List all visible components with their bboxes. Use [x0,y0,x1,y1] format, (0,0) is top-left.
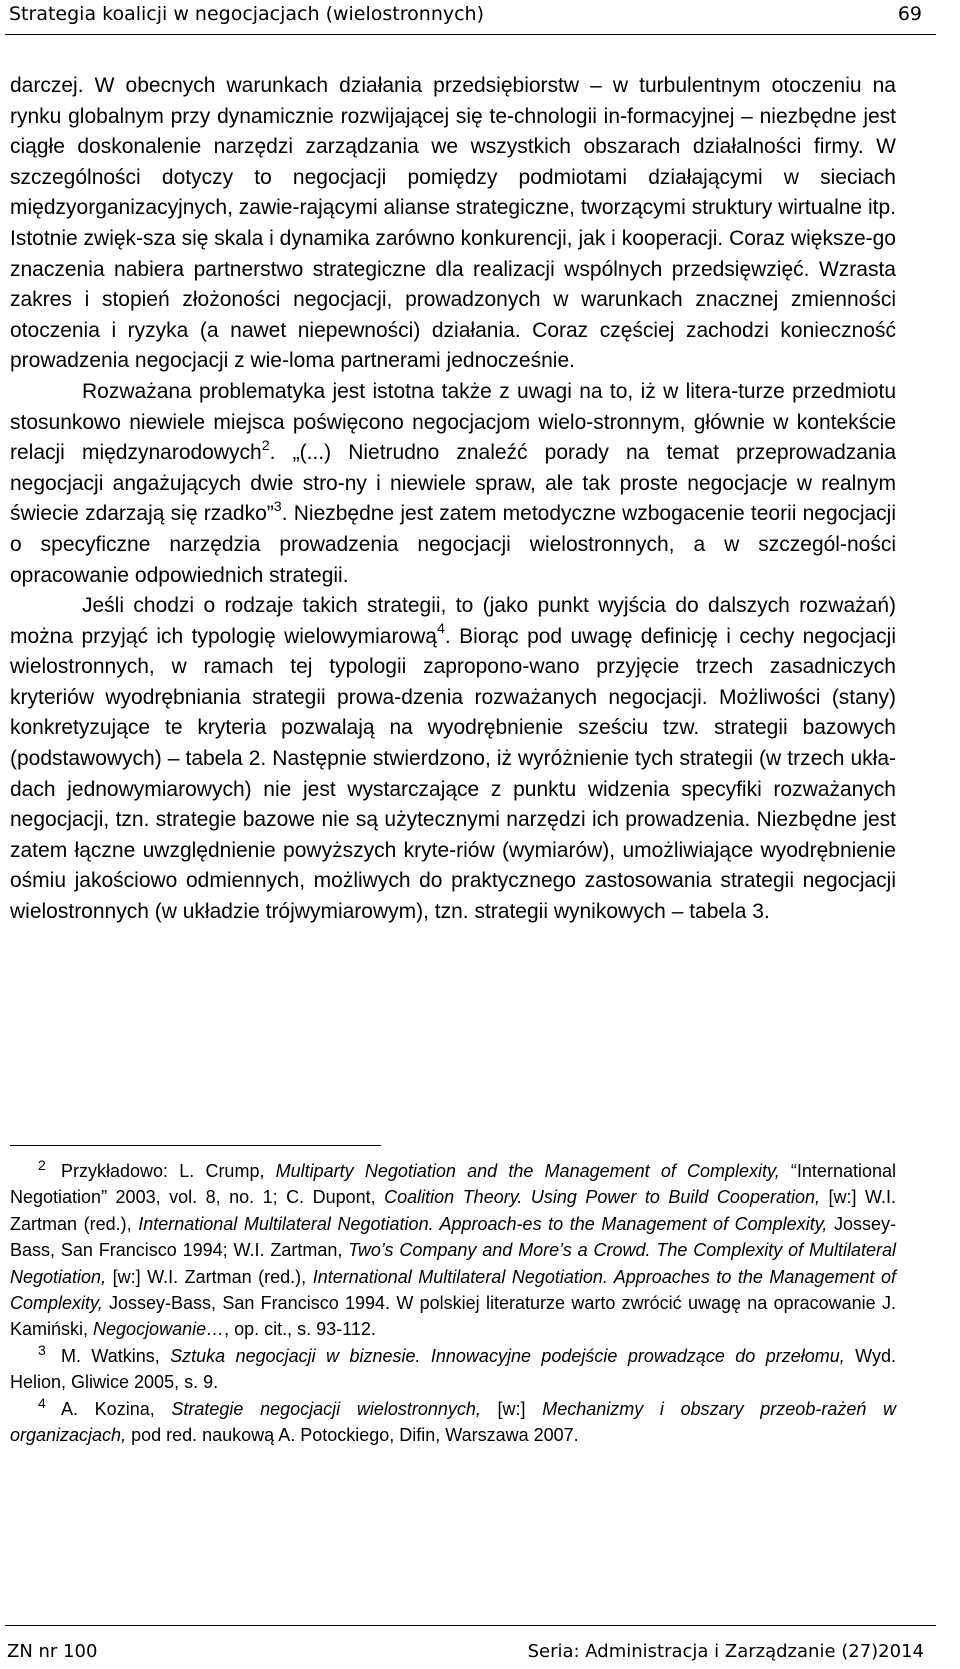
footnote-4-title: Mechanizmy i obszary przeob-rażeń w organizacjach, [10,1398,897,1446]
paragraph-3 [10,591,896,928]
page-footer [0,1625,960,1669]
footer-series: Seria: Administracja i Zarządzanie (27)2014 [527,1641,924,1662]
footnote-2-text: Jossey-Bass, San Francisco 1994; W.I. Zartman, [10,1213,896,1261]
footnote-4-title: Strategie negocjacji wielostronnych, [171,1398,481,1419]
footnote-4-text: [w:] [480,1398,543,1419]
footnote-2-title: Two’s Company and More’s a Crowd. The Complexity of Multilateral Negotiation, [10,1240,896,1287]
footnote-ref-2: 2 [261,437,270,454]
footnote-4-text: pod red. naukową A. Potockiego, Difin, Warszawa 2007. [126,1425,579,1446]
footnote-ref-3: 3 [273,498,282,515]
paragraph-2-text-b: . „(...) Nietrudno znaleźć porady na temat przeprowadzania negocjacji angażujących dwie stro-ny i niewiele spraw, ale tak proste negocjacje w realnym świecie zdarzają się rzadko” [10,441,897,526]
footnote-2-text: [w:] W.I. Zartman (red.), [106,1266,313,1287]
footnote-3-text: M. Watkins, [61,1345,171,1366]
header-rule [5,34,936,35]
footnote-2-title: Coalition Theory. Using Power to Build Cooperation, [384,1187,820,1208]
footnote-3: 3 M. Watkins, Sztuka negocjacji w biznesie. Innowacyjne podejście prowadzące do przełomu, Wyd. Helion, Gliwice 2005, s. 9. [10,1341,896,1393]
footnote-2-text: , op. cit., s. 93-112. [224,1319,376,1340]
footnote-4-text: A. Kozina, [61,1398,172,1419]
running-title: Strategia koalicji w negocjacjach (wielostronnych) [9,3,484,25]
footnotes [10,1158,896,1448]
footnote-2-text: Przykładowo: L. Crump, [61,1161,276,1181]
footnote-2-title: Negocjowanie… [93,1319,225,1340]
body-text [10,71,896,928]
footnote-2-text: Jossey-Bass, San Francisco 1994. W polskiej literaturze warto zwrócić uwagę na opracowanie J. Kamiński, [10,1293,896,1340]
footnote-separator [10,1145,381,1146]
footnote-ref-4: 4 [436,621,445,638]
footnote-3-text: Wyd. Helion, Gliwice 2005, s. 9. [10,1345,896,1393]
paragraph-2-text-a: Rozważana problematyka jest istotna także z uwagi na to, iż w litera-turze przedmiotu stosunkowo niewiele miejsca poświęcono negocjacjom wielo-stronnym, głównie w kontekście relacji międzynarodowych [10,379,896,465]
footnote-2-title: International Multilateral Negotiation. Approaches to the Management of Complexity, [10,1266,896,1314]
footnote-2: 2 Przykładowo: L. Crump, Multiparty Negotiation and the Management of Complexity, “International Negotiation” 2003, vol. 8, no. 1; C. Dupont, Coalition Theory. Using Power to Build Cooperation, [w:] W.I. Zartman (red.), International Multilateral Negotiation. Approach-es to the Management of Complexity, Jossey-Bass, San Francisco 1994; W.I. Zartman, Two’s Company and More’s a Crowd. The Complexity of Multilateral Negotiation, [w:] W.I. Zartman (red.), International Multilateral Negotiation. Approaches to the Management of Complexity, Jossey-Bass, San Francisco 1994. W polskiej literaturze warto zwrócić uwagę na opracowanie J. Kamiński, Negocjowanie…, op. cit., s. 93-112. [10,1157,896,1340]
paragraph-2-text-c: . Niezbędne jest zatem metodyczne wzbogacenie teorii negocjacji o specyficzne narzędzia prowadzenia negocjacji wielostronnych, a w szczegól-ności opracowanie odpowiednich strategii. [10,502,897,587]
page-number: 69 [897,3,922,25]
paragraph-2 [10,377,896,591]
paragraph-1: darczej. W obecnych warunkach działania przedsiębiorstw – w turbulentnym otoczeniu na rynku globalnym przy dynamicznie rozwijającej się te-chnologii in-formacyjnej – niezbędne jest ciągłe doskonalenie narzędzi zarządzania we wszystkich obszarach działalności firmy. W szczególności dotyczy to negocjacji pomiędzy podmiotami działającymi w sieciach międzyorganizacyjnych, zawie-rającymi alianse strategiczne, tworzącymi struktury wirtualne itp. Istotnie zwięk-sza się skala i dynamika zarówno konkurencji, jak i kooperacji. Coraz większe-go znaczenia nabiera partnerstwo strategiczne dla realizacji wspólnych przedsięwzięć. Wzrasta zakres i stopień złożoności negocjacji, prowadzonych w warunkach znacznej zmienności otoczenia i ryzyka (a nawet niepewności) działania. Coraz częściej zachodzi konieczność prowadzenia negocjacji z wie-loma partnerami jednocześnie. [10,74,896,373]
footer-issue: ZN nr 100 [7,1641,98,1662]
footnote-2-title: Multiparty Negotiation and the Management of Complexity, [275,1161,780,1181]
footnote-2-title: International Multilateral Negotiation. Approach-es to the Management of Complexity, [138,1213,828,1234]
footnote-3-title: Sztuka negocjacji w biznesie. Innowacyjne podejście prowadzące do przełomu, [170,1345,845,1366]
running-header [0,0,960,34]
paragraph-3-text-b: . Biorąc pod uwagę definicję i cechy negocjacji wielostronnych, w ramach tej typologii zapropono-wano przyjęcie trzech zasadniczych kryteriów wyodrębniania strategii prowa-dzenia rozważanych negocjacji. Możliwości (stany) konkretyzujące te kryteria pozwalają na wyodrębnienie sześciu tzw. strategii bazowych (podstawowych) – tabela 2. Następnie stwierdzono, iż wyróżnienie tych strategii (w trzech ukła-dach jednowymiarowych) nie jest wystarczające z punktu widzenia specyfiki rozważanych negocjacji, tzn. strategie bazowe nie są użytecznymi narzędzi ich prowadzenia. Niezbędne jest zatem łączne uwzględnienie powyższych kryte-riów (wymiarów), umożliwiające wyodrębnienie ośmiu jakościowo odmiennych, możliwych do praktycznego zastosowania strategii negocjacji wielostronnych (w układzie trójwymiarowym), tzn. strategii wynikowych – tabela 3. [10,624,896,924]
footer-rule [5,1625,936,1626]
footnote-2-text: “International Negotiation” 2003, vol. 8, no. 1; C. Dupont, [10,1161,896,1208]
footnote-4: 4 A. Kozina, Strategie negocjacji wielostronnych, [w:] Mechanizmy i obszary przeob-rażeń w organizacjach, pod red. naukową A. Potockiego, Difin, Warszawa 2007. [10,1394,897,1446]
footnote-2-text: [w:] W.I. Zartman (red.), [10,1187,896,1234]
paragraph-3-text-a: Jeśli chodzi o rodzaje takich strategii, to (jako punkt wyjścia do dalszych rozważań) można przyjąć ich typologię wielowymiarową [10,594,896,648]
